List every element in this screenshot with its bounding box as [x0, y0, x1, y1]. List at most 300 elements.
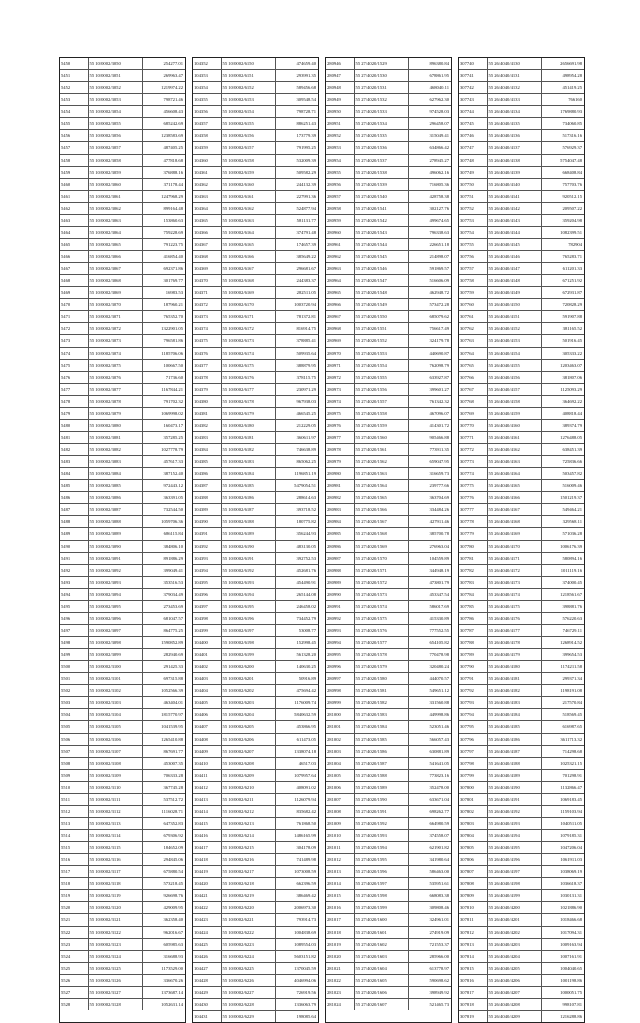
amount-cell: 386469.42: [296, 893, 316, 899]
amount-cell: 444070.57: [429, 676, 449, 682]
account-number-cell: 55 10/0002/6155: [222, 118, 276, 129]
table-row: [459, 468, 584, 480]
table-row: [60, 854, 185, 866]
row-number-cell: 5521: [60, 914, 89, 925]
table-row: [326, 661, 451, 673]
amount-cell: 662396.59: [296, 881, 316, 887]
amount-cell: 5754047.48: [560, 157, 582, 163]
row-number-cell: 307760: [459, 299, 488, 310]
amount-cell: 1082399.51: [560, 229, 582, 235]
table-row: [326, 637, 451, 649]
account-number-cell: 55 10/0002/3072: [89, 323, 143, 334]
table-row: [459, 709, 584, 721]
account-number-cell: 55 27/4020/1559: [355, 420, 409, 431]
account-number-cell: 55 27/4020/1602: [355, 939, 409, 950]
amount-cell: 725836.66: [562, 459, 582, 465]
amount-cell: 244132.39: [296, 181, 316, 187]
amount-cell: 453866.95: [296, 724, 316, 730]
amount-cell: 198085.64: [296, 1013, 316, 1019]
table-row: [193, 914, 318, 926]
table-row: [60, 975, 185, 987]
account-number-cell: 55 10/0002/3110: [89, 782, 143, 793]
row-number-cell: 5491: [60, 553, 89, 564]
account-number-cell: 55 10/0002/6219: [222, 890, 276, 901]
row-number-cell: 307766: [459, 372, 488, 383]
amount-cell: 408091.02: [296, 784, 316, 790]
row-number-cell: 104355: [193, 94, 222, 105]
account-number-cell: 55 27/4020/1560: [355, 432, 409, 443]
account-number-cell: 55 10/0002/6229: [222, 1011, 276, 1022]
table-row: [193, 372, 318, 384]
row-number-cell: 104358: [193, 130, 222, 141]
account-number-cell: 55 27/4020/1595: [355, 854, 409, 865]
row-number-cell: 5485: [60, 480, 89, 491]
account-number-cell: 55 27/4020/1603: [355, 951, 409, 962]
table-row: [326, 215, 451, 227]
amount-cell: 518569.45: [562, 712, 582, 718]
amount-cell: 399049.41: [163, 567, 183, 573]
account-number-cell: 55 10/0002/3117: [89, 866, 143, 877]
account-number-cell: 55 27/4020/1552: [355, 335, 409, 346]
amount-cell: 796581.86: [163, 338, 183, 344]
row-number-cell: 280953: [326, 142, 355, 153]
account-number-cell: 55 26/4040/4178: [488, 637, 542, 648]
amount-cell: 509582.29: [296, 169, 316, 175]
row-number-cell: 104393: [193, 553, 222, 564]
table-row: [326, 287, 451, 299]
table-row: [326, 782, 451, 794]
row-number-cell: 281009: [326, 818, 355, 829]
row-number-cell: 307762: [459, 323, 488, 334]
row-number-cell: 281010: [326, 830, 355, 841]
row-number-cell: 280950: [326, 106, 355, 117]
table-row: [326, 408, 451, 420]
account-number-cell: 55 26/4040/4141: [488, 191, 542, 202]
row-number-cell: 104356: [193, 106, 222, 117]
amount-cell: 576929.37: [562, 145, 582, 151]
row-number-cell: 104363: [193, 191, 222, 202]
account-number-cell: 55 10/0002/6214: [222, 830, 276, 841]
row-number-cell: 104398: [193, 613, 222, 624]
row-number-cell: 104383: [193, 432, 222, 443]
amount-cell: 429009.95: [163, 905, 183, 911]
row-number-cell: 5467: [60, 263, 89, 274]
table-row: [459, 167, 584, 179]
row-number-cell: 280982: [326, 492, 355, 503]
amount-cell: 336670.26: [163, 977, 183, 983]
row-number-cell: 5457: [60, 142, 89, 153]
amount-cell: 1247968.29: [161, 193, 183, 199]
amount-cell: 408818.44: [562, 410, 582, 416]
amount-cell: 1185706.06: [161, 350, 183, 356]
table-row: [326, 468, 451, 480]
row-number-cell: 280997: [326, 673, 355, 684]
table-row: [326, 82, 451, 94]
account-number-cell: 55 10/0002/6207: [222, 746, 276, 757]
table-row: [459, 384, 584, 396]
table-row: [326, 227, 451, 239]
amount-cell: 865062.25: [296, 459, 316, 465]
amount-cell: 1219974.22: [161, 85, 183, 91]
amount-cell: 499674.65: [429, 217, 449, 223]
table-row: [60, 577, 185, 589]
account-number-cell: 55 26/4040/4143: [488, 215, 542, 226]
account-number-cell: 55 10/0002/3078: [89, 396, 143, 407]
amount-cell: 1006176.39: [560, 543, 582, 549]
account-number-cell: 55 10/0002/6181: [222, 432, 276, 443]
amount-cell: 474659.40: [296, 61, 316, 66]
amount-cell: 1370045.59: [294, 965, 316, 971]
table-row: [326, 685, 451, 697]
table-row: [326, 818, 451, 830]
table-row: [60, 914, 185, 926]
table-row: [60, 866, 185, 878]
account-number-cell: 55 10/0002/6184: [222, 468, 276, 479]
amount-cell: 561328.20: [296, 652, 316, 658]
account-number-cell: 55 26/4040/4201: [488, 914, 542, 925]
amount-cell: 573472.28: [429, 302, 449, 308]
account-number-cell: 55 26/4040/4199: [488, 890, 542, 901]
amount-cell: 1196851.19: [294, 471, 316, 477]
account-number-cell: 55 26/4040/4184: [488, 709, 542, 720]
row-number-cell: 280957: [326, 191, 355, 202]
table-row: [193, 360, 318, 372]
row-number-cell: 104415: [193, 818, 222, 829]
amount-cell: 184652.09: [163, 845, 183, 851]
row-number-cell: 280992: [326, 613, 355, 624]
table-row: [193, 408, 318, 420]
row-number-cell: 307771: [459, 432, 488, 443]
account-number-cell: 55 26/4040/4140: [488, 179, 542, 190]
row-number-cell: 104389: [193, 504, 222, 515]
table-row: [60, 130, 185, 142]
row-number-cell: 280967: [326, 311, 355, 322]
amount-cell: 1203463.07: [560, 362, 582, 368]
table-row: [326, 999, 451, 1010]
row-number-cell: 307789: [459, 649, 488, 660]
amount-cell: 793914.73: [296, 917, 316, 923]
account-number-cell: 55 26/4040/4148: [488, 275, 542, 286]
amount-cell: 1018466.68: [560, 917, 582, 923]
account-number-cell: 55 10/0002/3058: [89, 155, 143, 166]
row-number-cell: 280979: [326, 456, 355, 467]
table-row: [60, 927, 185, 939]
account-number-cell: 55 10/0002/3099: [89, 649, 143, 660]
account-number-cell: 55 10/0002/3056: [89, 130, 143, 141]
account-number-cell: 55 26/4040/4205: [488, 963, 542, 974]
amount-cell: 770478.98: [429, 652, 449, 658]
table-row: [60, 697, 185, 709]
account-number-cell: 55 27/4020/1537: [355, 155, 409, 166]
row-number-cell: 307769: [459, 408, 488, 419]
row-number-cell: 5477: [60, 384, 89, 395]
account-number-cell: 55 10/0002/3085: [89, 480, 143, 491]
table-row: [193, 311, 318, 323]
table-row: [459, 577, 584, 589]
amount-cell: 288614.63: [296, 495, 316, 501]
row-number-cell: 104420: [193, 878, 222, 889]
row-number-cell: 104392: [193, 541, 222, 552]
amount-cell: 967938.03: [296, 398, 316, 404]
table-row: [459, 275, 584, 287]
account-number-cell: 55 26/4040/4206: [488, 975, 542, 986]
row-number-cell: 280978: [326, 444, 355, 455]
amount-cell: 100667.50: [163, 362, 183, 368]
table-row: [326, 734, 451, 746]
amount-cell: 269963.47: [163, 73, 183, 79]
table-row: [193, 155, 318, 167]
table-row: [193, 504, 318, 516]
table-row: [193, 335, 318, 347]
amount-cell: 282511.05: [296, 290, 316, 296]
table-row: [193, 854, 318, 866]
table-row: [459, 902, 584, 914]
row-number-cell: 280963: [326, 263, 355, 274]
row-number-cell: 104403: [193, 673, 222, 684]
row-number-cell: 280946: [326, 58, 355, 69]
table-row: [60, 58, 185, 70]
table-row: [193, 444, 318, 456]
account-number-cell: 55 10/0002/3103: [89, 697, 143, 708]
amount-cell: 761342.32: [429, 398, 449, 404]
amount-cell: 359204.98: [562, 217, 582, 223]
account-number-cell: 55 10/0002/6204: [222, 709, 276, 720]
account-number-cell: 55 27/4020/1570: [355, 553, 409, 564]
account-number-cell: 55 10/0002/3082: [89, 444, 143, 455]
row-number-cell: 5502: [60, 685, 89, 696]
row-number-cell: 5470: [60, 299, 89, 310]
row-number-cell: 104364: [193, 203, 222, 214]
amount-cell: 590698.62: [429, 977, 449, 983]
table-row: [193, 975, 318, 987]
account-number-cell: 55 26/4040/4157: [488, 384, 542, 395]
account-number-cell: 55 10/0002/6191: [222, 553, 276, 564]
account-number-cell: 55 10/0002/3093: [89, 577, 143, 588]
table-row: [326, 118, 451, 130]
account-number-cell: 55 10/0002/6196: [222, 613, 276, 624]
table-row: [326, 130, 451, 142]
row-number-cell: 104352: [193, 58, 222, 69]
amount-cell: 1036618.37: [560, 881, 582, 887]
amount-cell: 867691.77: [163, 748, 183, 754]
table-row: [60, 709, 185, 721]
amount-cell: 627962.30: [429, 97, 449, 103]
account-number-cell: 55 10/0002/3109: [89, 770, 143, 781]
account-number-cell: 55 10/0002/3122: [89, 927, 143, 938]
table-row: [459, 311, 584, 323]
row-number-cell: 104373: [193, 311, 222, 322]
amount-cell: 376888.16: [163, 169, 183, 175]
row-number-cell: 281004: [326, 758, 355, 769]
amount-cell: 341980.64: [429, 857, 449, 863]
table-row: [459, 1011, 584, 1022]
amount-cell: 305333.22: [562, 350, 582, 356]
amount-cell: 541641.05: [429, 760, 449, 766]
row-number-cell: 280964: [326, 275, 355, 286]
account-number-cell: 55 10/0002/6179: [222, 408, 276, 419]
table-row: [60, 890, 185, 902]
table-row: [459, 939, 584, 951]
amount-cell: 274919.09: [429, 929, 449, 935]
account-number-cell: 55 10/0002/6153: [222, 94, 276, 105]
row-number-cell: 104409: [193, 746, 222, 757]
table-row: [459, 106, 584, 118]
amount-cell: 428758.38: [429, 193, 449, 199]
row-number-cell: 307782: [459, 565, 488, 576]
row-number-cell: 280981: [326, 480, 355, 491]
account-number-cell: 55 10/0002/6199: [222, 649, 276, 660]
table-row: [60, 299, 185, 311]
amount-cell: 1167844.21: [161, 386, 183, 392]
table-row: [60, 878, 185, 890]
account-number-cell: 55 10/0002/3111: [89, 794, 143, 805]
amount-cell: 153860.63: [163, 217, 183, 223]
row-number-cell: 307783: [459, 577, 488, 588]
amount-cell: 621901.82: [429, 845, 449, 851]
amount-cell: 998107.81: [562, 1001, 582, 1007]
row-number-cell: 307804: [459, 830, 488, 841]
table-row: [193, 468, 318, 480]
table-row: [326, 758, 451, 770]
table-row: [193, 179, 318, 191]
amount-cell: 244383.37: [296, 278, 316, 284]
row-number-cell: 307742: [459, 82, 488, 93]
account-number-cell: 55 27/4020/1544: [355, 239, 409, 250]
row-number-cell: 307817: [459, 987, 488, 998]
table-row: [459, 432, 584, 444]
amount-cell: 393718.52: [296, 507, 316, 513]
row-number-cell: 104390: [193, 516, 222, 527]
row-number-cell: 104365: [193, 215, 222, 226]
row-number-cell: 280969: [326, 335, 355, 346]
amount-cell: 679306.92: [163, 833, 183, 838]
table-row: [60, 963, 185, 975]
table-row: [459, 721, 584, 733]
amount-cell: 732544.50: [163, 507, 183, 513]
amount-cell: 50916.89: [298, 676, 316, 682]
row-number-cell: 104353: [193, 70, 222, 81]
amount-cell: 498954.28: [562, 73, 582, 79]
row-number-cell: 104404: [193, 685, 222, 696]
amount-cell: 1027778.79: [161, 447, 183, 452]
table-row: [459, 348, 584, 360]
amount-cell: 891886.29: [163, 555, 183, 561]
row-number-cell: 280965: [326, 287, 355, 298]
account-number-cell: 55 10/0002/3127: [89, 987, 143, 998]
table-row: [60, 82, 185, 94]
amount-cell: 835682.42: [296, 808, 316, 814]
amount-cell: 664980.59: [429, 820, 449, 826]
table-row: [459, 528, 584, 540]
row-number-cell: 104360: [193, 155, 222, 166]
row-number-cell: 280949: [326, 94, 355, 105]
amount-cell: 1061911.03: [560, 857, 582, 863]
row-number-cell: 5512: [60, 806, 89, 817]
row-number-cell: 280986: [326, 541, 355, 552]
row-number-cell: 281017: [326, 914, 355, 925]
row-number-cell: 307798: [459, 758, 488, 769]
row-number-cell: 307748: [459, 155, 488, 166]
amount-cell: 278945.27: [429, 157, 449, 163]
amount-cell: 576220.63: [562, 615, 582, 621]
amount-cell: 374558.07: [429, 833, 449, 838]
account-number-cell: 55 10/0002/3091: [89, 553, 143, 564]
amount-cell: 1004040.65: [560, 965, 582, 971]
table-row: [193, 601, 318, 613]
amount-cell: 1069183.45: [560, 796, 582, 802]
table-row: [326, 697, 451, 709]
amount-cell: 309808.46: [429, 905, 449, 911]
account-number-cell: 55 26/4040/4149: [488, 287, 542, 298]
amount-cell: 686115.84: [163, 531, 183, 537]
table-row: [193, 541, 318, 553]
account-number-cell: 55 10/0002/6163: [222, 215, 276, 226]
account-number-cell: 55 26/4040/4133: [488, 94, 542, 105]
table-row: [459, 323, 584, 335]
row-number-cell: 307775: [459, 480, 488, 491]
row-number-cell: 307770: [459, 420, 488, 431]
table-row: [326, 553, 451, 565]
table-row: [459, 191, 584, 203]
table-row: [60, 806, 185, 818]
row-number-cell: 5474: [60, 348, 89, 359]
row-number-cell: 104362: [193, 179, 222, 190]
table-row: [459, 360, 584, 372]
amount-cell: 282940.69: [163, 652, 183, 658]
table-row: [193, 239, 318, 251]
amount-cell: 53008.77: [298, 627, 316, 633]
account-number-cell: 55 27/4020/1533: [355, 106, 409, 117]
document-page: [59, 57, 585, 1023]
account-number-cell: 55 27/4020/1589: [355, 782, 409, 793]
account-number-cell: 55 10/0002/3104: [89, 709, 143, 720]
account-number-cell: 55 10/0002/3083: [89, 456, 143, 467]
row-number-cell: 307797: [459, 746, 488, 757]
table-row: [60, 673, 185, 685]
account-number-cell: 55 27/4020/1571: [355, 565, 409, 576]
account-number-cell: 55 10/0002/6154: [222, 106, 276, 117]
table-row: [60, 480, 185, 492]
amount-cell: 468040.11: [429, 85, 449, 91]
table-row: [60, 721, 185, 733]
account-number-cell: 55 27/4020/1574: [355, 601, 409, 612]
table-row: [459, 118, 584, 130]
table-row: [60, 70, 185, 82]
amount-cell: 416854.40: [163, 254, 183, 259]
table-row: [60, 818, 185, 830]
account-number-cell: 55 10/0002/6157: [222, 142, 276, 153]
table-row: [193, 577, 318, 589]
row-number-cell: 280975: [326, 408, 355, 419]
row-number-cell: 104399: [193, 625, 222, 636]
table-row: [326, 770, 451, 782]
table-row: [326, 360, 451, 372]
row-number-cell: 104354: [193, 82, 222, 93]
account-number-cell: 55 26/4040/4134: [488, 106, 542, 117]
table-row: [459, 734, 584, 746]
account-number-cell: 55 26/4040/4170: [488, 541, 542, 552]
table-row: [459, 227, 584, 239]
amount-cell: 454490.91: [296, 579, 316, 585]
account-number-cell: 55 27/4020/1592: [355, 818, 409, 829]
table-row: [459, 142, 584, 154]
account-number-cell: 55 26/4040/4175: [488, 601, 542, 612]
row-number-cell: 5513: [60, 818, 89, 829]
amount-cell: 1079957.64: [294, 772, 316, 778]
amount-cell: 296681.67: [296, 266, 316, 272]
amount-cell: 379034.49: [163, 591, 183, 597]
row-number-cell: 307808: [459, 878, 488, 889]
